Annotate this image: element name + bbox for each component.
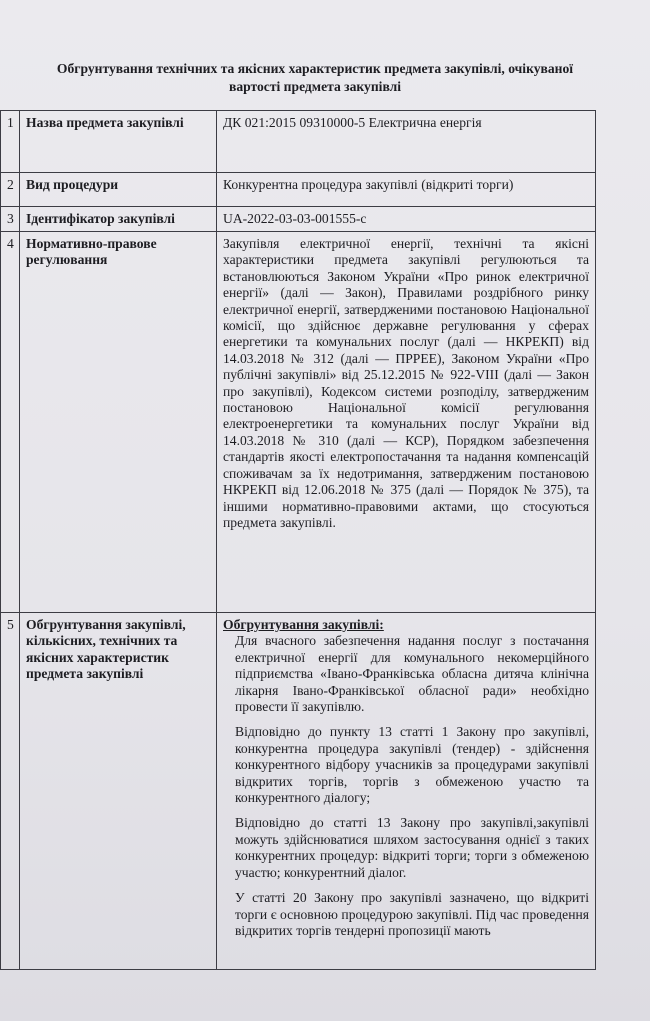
row-value: UA-2022-03-03-001555-c [217,207,596,232]
table-row [1,613,596,970]
row-value: Конкурентна процедура закупівлі (відкриті торги) [217,173,596,207]
justification-paragraph: Відповідно до статті 13 Закону про закупівлі,закупівлі можуть здійснюватися шляхом застосування однієї з таких конкурентних процедур: відкриті торги; торги з обмеженою участю; конкурентний діалог. [235,815,589,880]
table-row [1,232,596,613]
justification-paragraph: Відповідно до пункту 13 статті 1 Закону про закупівлі, конкурентна процедура закупівлі (тендер) - здійснення конкурентного відбору учасників за процедурами закупівлі відкритих торгів, торгів з обмеженою участю та конкурентного діалогу; [235,724,589,806]
row-label: Вид процедури [20,173,217,207]
row-number: 3 [1,207,20,232]
row-number: 2 [1,173,20,207]
table-row [1,207,596,232]
table-row [1,111,596,173]
title-line-2: вартості предмета закупівлі [228,79,402,94]
row-label: Назва предмета закупівлі [20,111,217,173]
row-number: 4 [1,232,20,613]
justification-paragraph: Для вчасного забезпечення надання послуг з постачання електричної енергії для комунального некомерційного підприємства «Івано-Франківська обласна дитяча клінічна лікарня Івано-Франківської обласної ради» необхідно провести її закупівлю. [235,633,589,715]
row-label: Нормативно-правове регулювання [20,232,217,613]
row-label: Обгрунтування закупівлі, кількісних, технічних та якісних характеристик предмета закупівлі [20,613,217,970]
procurement-table [0,110,596,970]
table-row [1,173,596,207]
justification-paragraph: У статті 20 Закону про закупівлі зазначено, що відкриті торги є основною процедурою закупівлі. Під час проведення відкритих торгів тендерні пропозиції мають [235,890,589,938]
row-number: 5 [1,613,20,970]
document-title [20,60,610,96]
row-value: ДК 021:2015 09310000-5 Електрична енергія [217,111,596,173]
justification-cell [217,613,596,970]
row-label: Ідентифікатор закупівлі [20,207,217,232]
title-line-1: Обгрунтування технічних та якісних характеристик предмета закупівлі, очікуваної [56,61,574,76]
row-number: 1 [1,111,20,173]
justification-heading: Обгрунтування закупівлі: [223,617,384,632]
row-value: Закупівля електричної енергії, технічні та якісні характеристики предмета закупівлі регулюються та встановлюються Законом України «Про ринок електричної енергії» (далі — Закон), Правилами роздрібного ринку електричної енергії, затвердженими постановою Національної комісії, що здійснює державне регулювання у сферах енергетики та комунальних послуг (далі — НКРЕКП) від 14.03.2018 № 312 (далі — ПРРЕЕ), Законом України «Про публічні закупівлі» від 25.12.2015 № 922-VIII (далі — Закон про закупівлі), Кодексом системи розподілу, затвердженим постановою Національної комісії регулювання електроенергетики та комунальних послуг України від 14.03.2018 № 310 (далі — КСР), Порядком забезпечення стандартів якості електропостачання та надання компенсацій споживачам за їх недотримання, затвердженим постановою НКРЕКП від 12.06.2018 № 375 (далі — Порядок № 375), та іншими нормативно-правовими актами, що стосуються предмета закупівлі. [217,232,596,613]
